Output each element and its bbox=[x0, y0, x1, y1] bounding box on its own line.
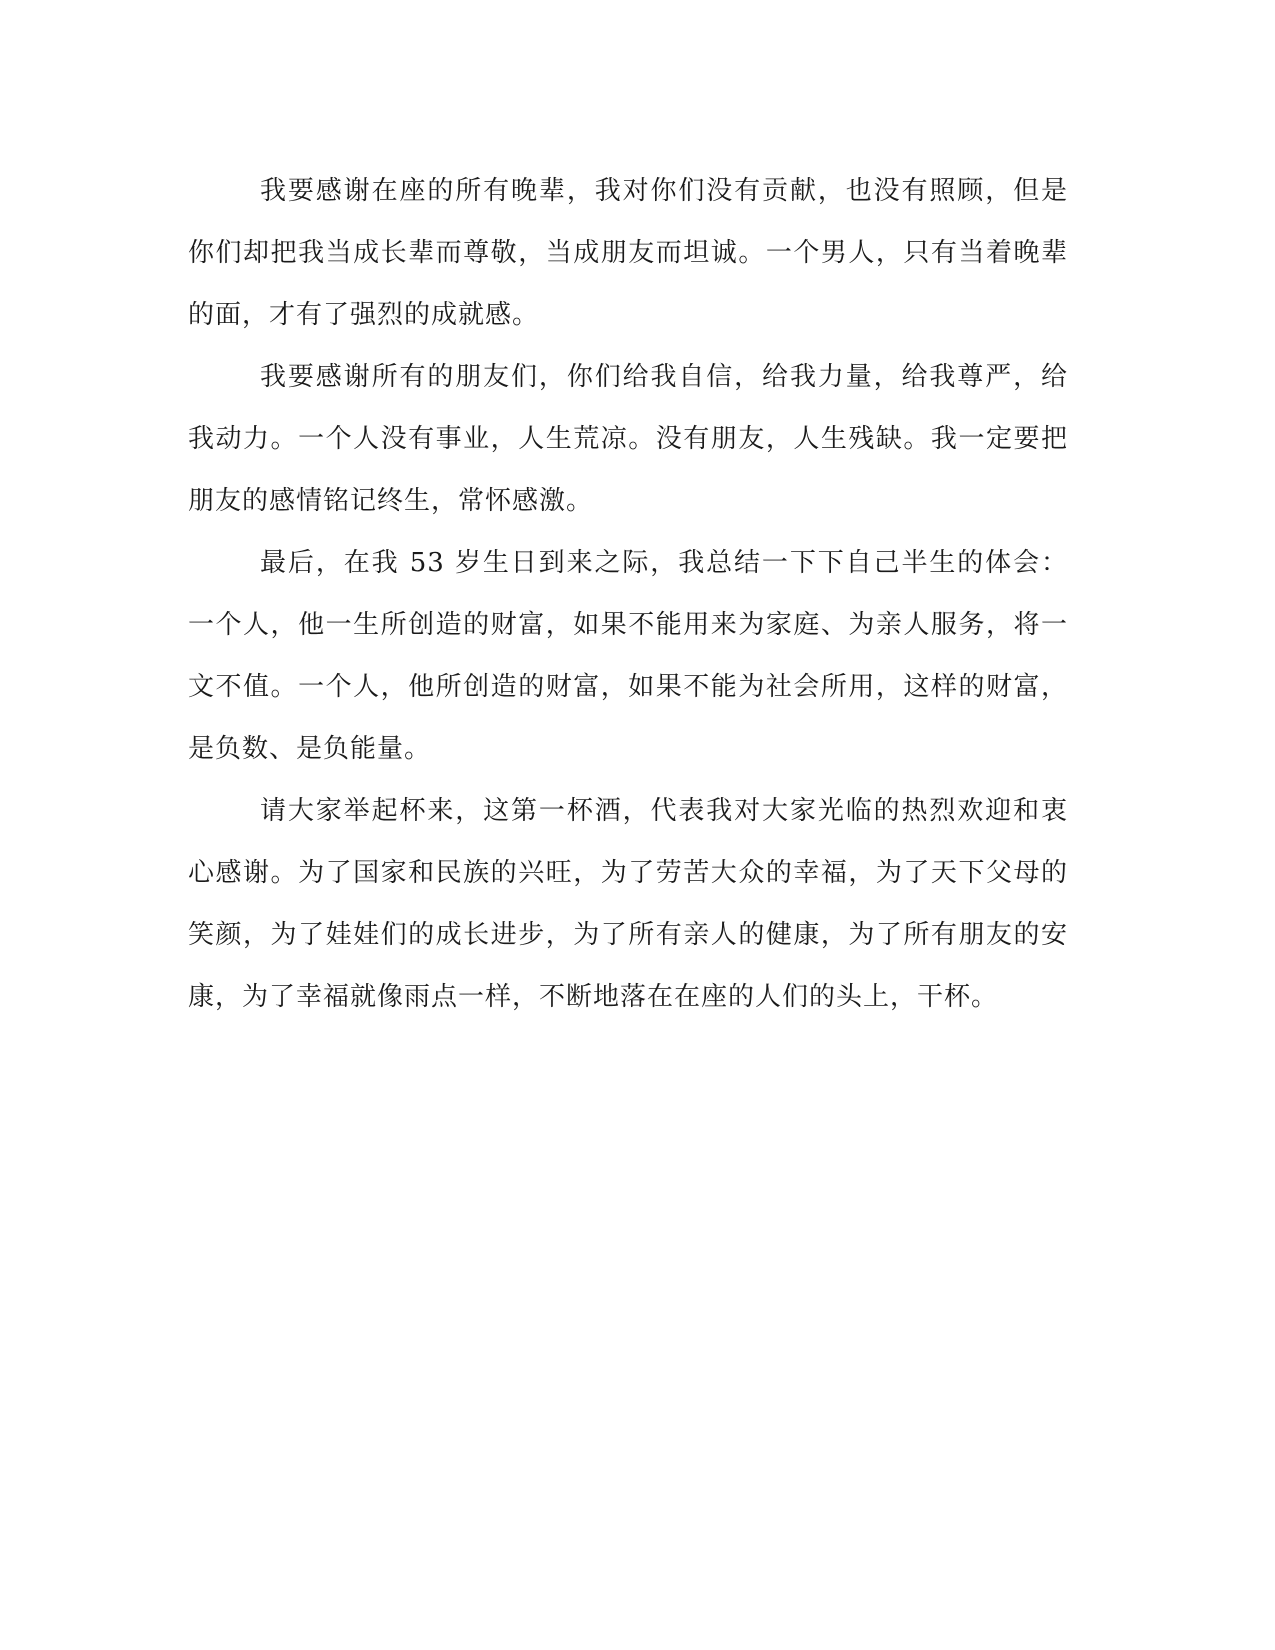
paragraph-toast: 请大家举起杯来，这第一杯酒，代表我对大家光临的热烈欢迎和衷心感谢。为了国家和民族的兴旺，为了劳苦大众的幸福，为了天下父母的笑颜，为了娃娃们的成长进步，为了所有亲人的健康，为了所有朋友的安康，为了幸福就像雨点一样，不断地落在在座的人们的头上，干杯。 bbox=[188, 796, 1068, 1012]
paragraph-thanks-juniors: 我要感谢在座的所有晚辈，我对你们没有贡献，也没有照顾，但是你们却把我当成长辈而尊敬，当成朋友而坦诚。一个男人，只有当着晚辈的面，才有了强烈的成就感。 bbox=[188, 176, 1068, 330]
paragraph-thanks-friends: 我要感谢所有的朋友们，你们给我自信，给我力量，给我尊严，给我动力。一个人没有事业，人生荒凉。没有朋友，人生残缺。我一定要把朋友的感情铭记终生，常怀感激。 bbox=[188, 362, 1068, 516]
document-body bbox=[188, 160, 1068, 1028]
paragraph-life-reflection: 最后，在我 53 岁生日到来之际，我总结一下下自己半生的体会：一个人，他一生所创造的财富，如果不能用来为家庭、为亲人服务，将一文不值。一个人，他所创造的财富，如果不能为社会所用，这样的财富，是负数、是负能量。 bbox=[188, 548, 1068, 764]
